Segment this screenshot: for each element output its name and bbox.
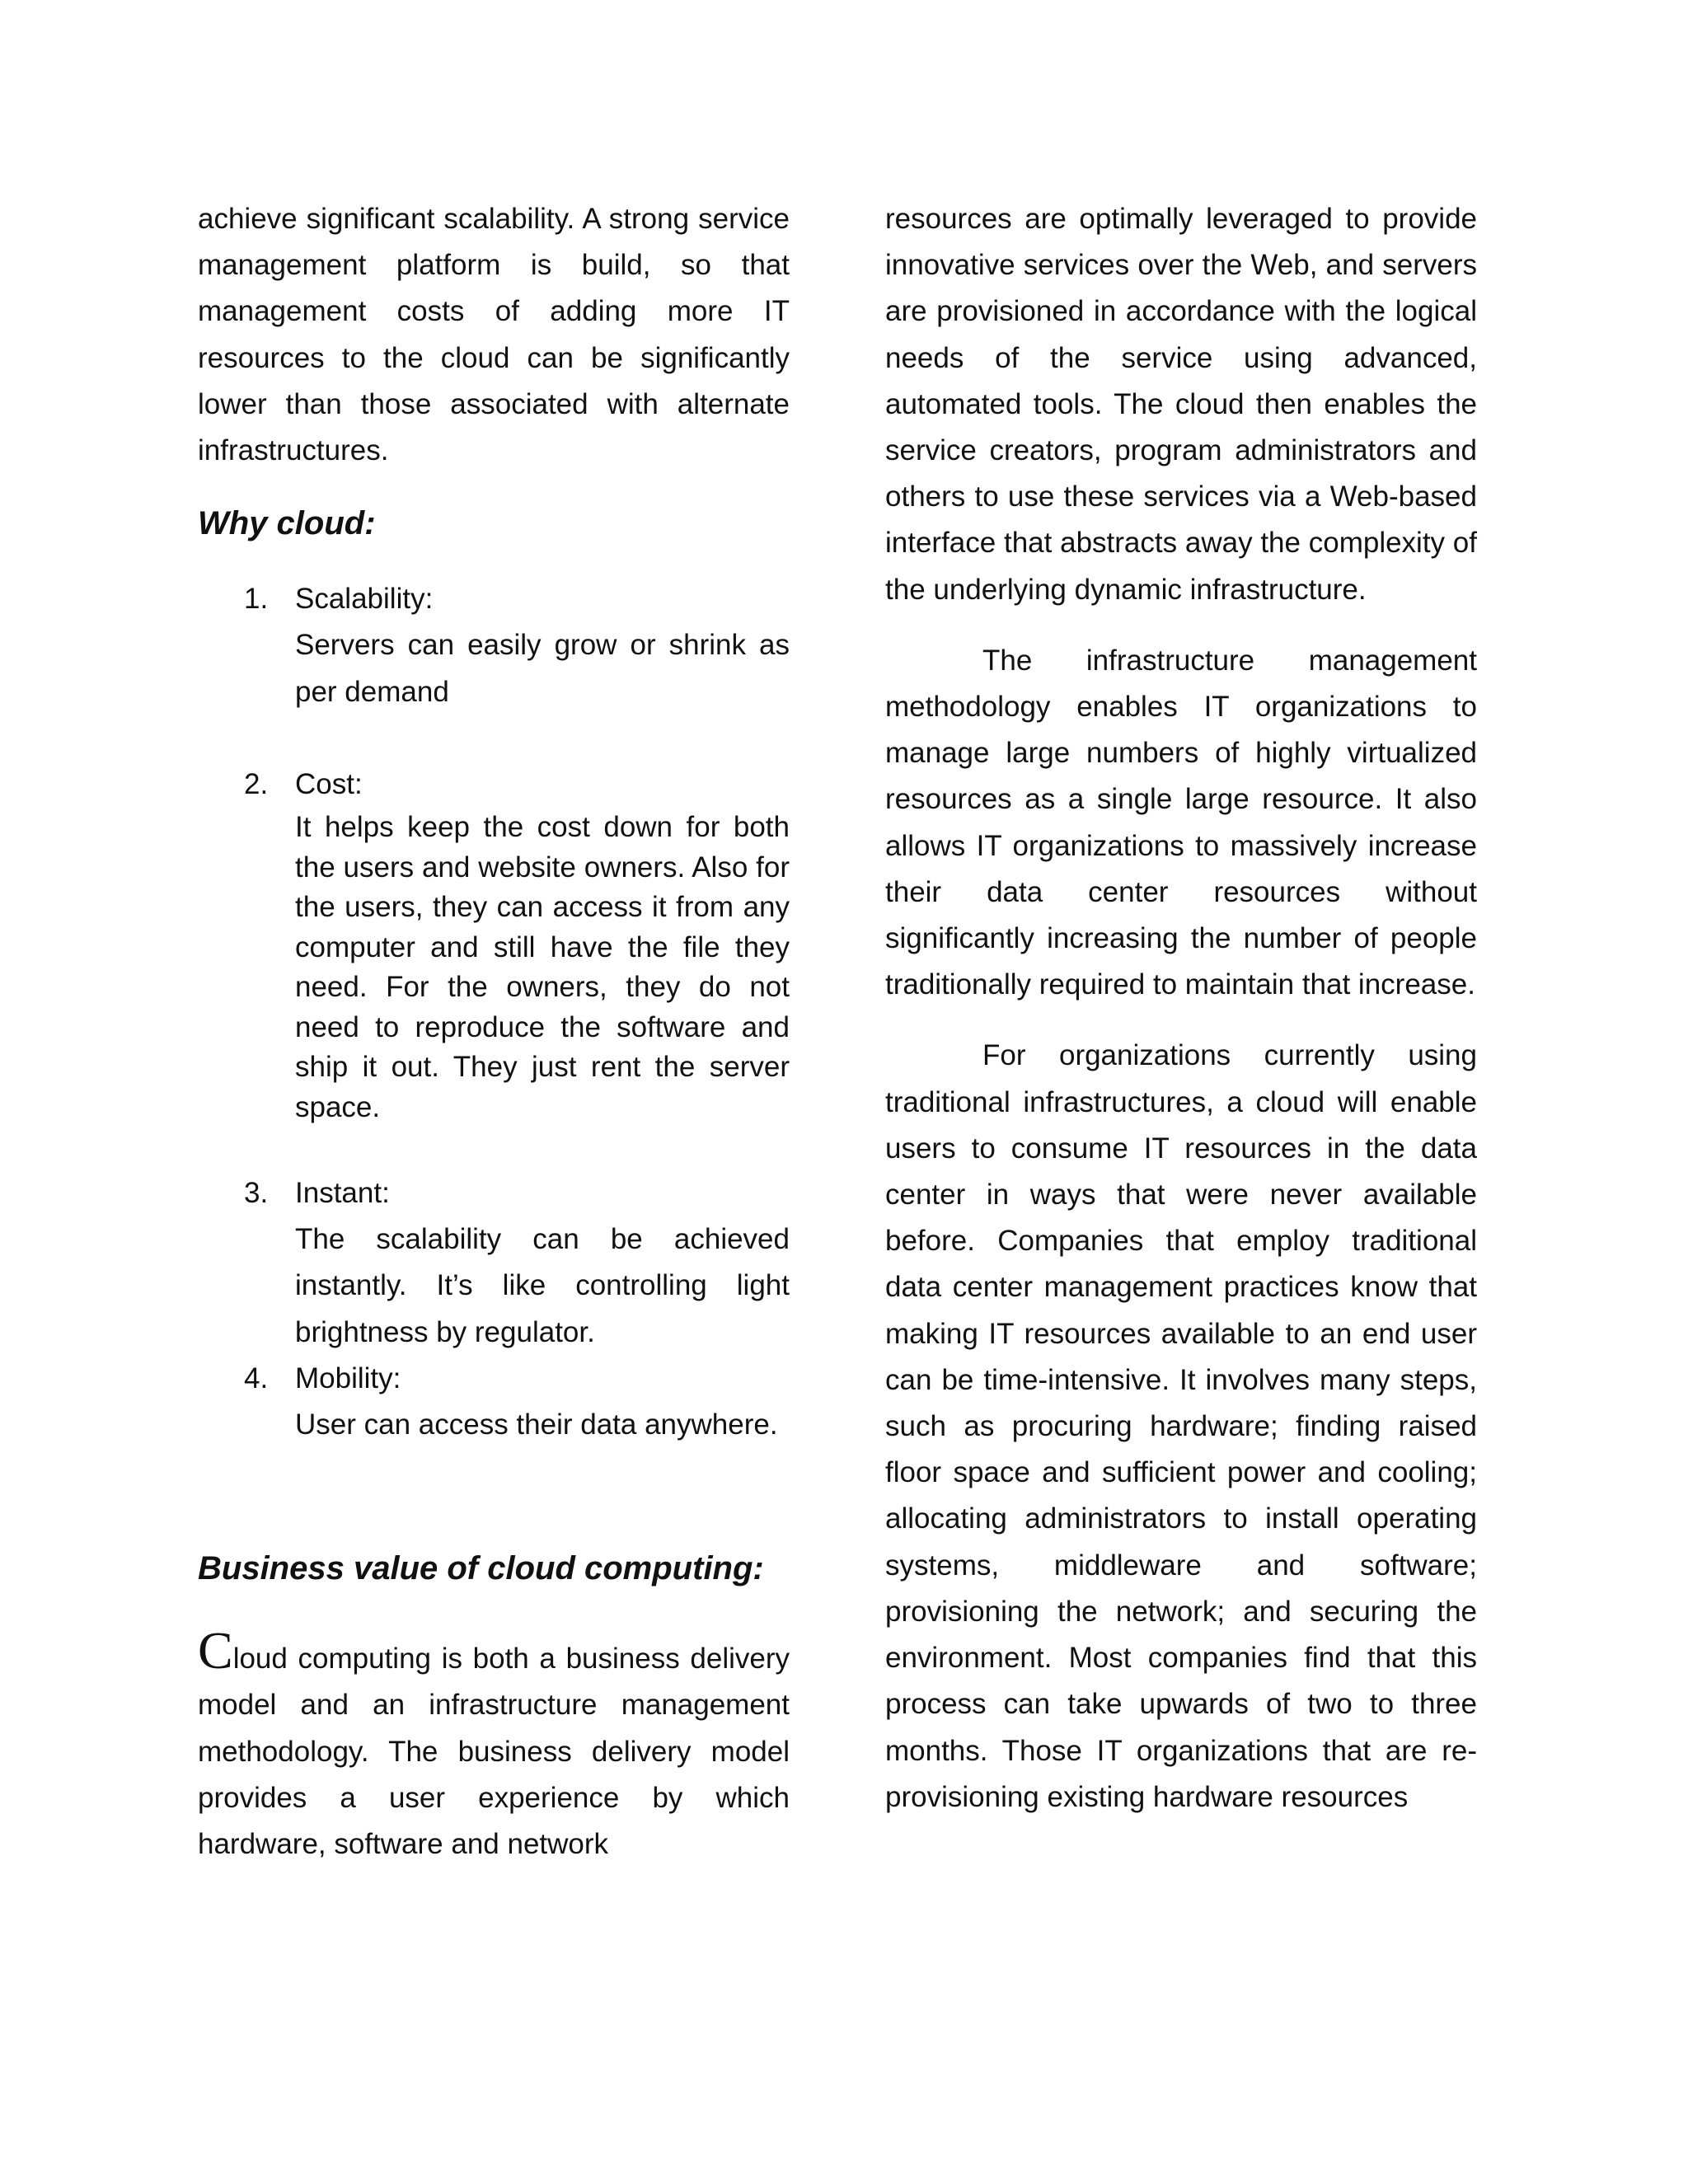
why-cloud-list bbox=[198, 576, 790, 1448]
list-item-body: The scalability can be achieved instantly. It’s like controlling light brightness by regulator. bbox=[295, 1223, 790, 1348]
business-paragraph-text: loud computing is both a business delivery model and an infrastructure management methodology. The business delivery model provides a user experience by which hardware, software and network bbox=[198, 1643, 790, 1861]
right-column bbox=[885, 196, 1477, 1821]
list-item-label: Cost: bbox=[295, 767, 363, 800]
right-paragraph-1: resources are optimally leveraged to provide innovative services over the Web, and servers are provisioned in accordance with the logical needs of the service using advanced, automated tools. The cloud then enables the service creators, program administrators and others to use these services via a Web-based interface that abstracts away the complexity of the underlying dynamic infrastructure. bbox=[885, 203, 1477, 606]
list-item-number: 2. bbox=[244, 767, 269, 800]
right-paragraph-3: For organizations currently using traditional infrastructures, a cloud will enable users to consume IT resources in the data center in ways that were never available before. Companies that employ traditional data center management practices know that making IT resources available to an end user can be time-intensive. It involves many steps, such as procuring hardware; finding raised floor space and sufficient power and cooling; allocating administrators to install operating systems, middleware and software; provisioning the network; and securing the environment. Most companies find that this process can take upwards of two to three months. Those IT organizations that are re-provisioning existing hardware resources bbox=[885, 1039, 1477, 1813]
list-item-number: 1. bbox=[244, 583, 269, 616]
list-item-number: 3. bbox=[244, 1177, 269, 1210]
list-item-body: It helps keep the cost down for both the users and website owners. Also for the users, they can access it from any computer and still have the file they need. For the owners, they do not need to reproduce the software and ship it out. They just rent the server space. bbox=[295, 811, 790, 1123]
business-value-heading: Business value of cloud computing: bbox=[198, 1550, 764, 1587]
right-paragraph-2: The infrastructure management methodology enables IT organizations to manage large numbers of highly virtualized resources as a single large resource. It also allows IT organizations to massively increase their data center resources without significantly increasing the number of people traditionally required to maintain that increase. bbox=[885, 644, 1477, 1001]
business-paragraph bbox=[198, 1621, 790, 1868]
drop-cap-letter: C bbox=[198, 1621, 233, 1680]
list-item bbox=[198, 576, 790, 715]
why-cloud-heading: Why cloud: bbox=[198, 505, 376, 542]
list-item bbox=[198, 1170, 790, 1356]
list-item-body: Servers can easily grow or shrink as per demand bbox=[295, 629, 790, 708]
intro-paragraph: achieve significant scalability. A strong service management platform is build, so that management costs of adding more IT resources to the cloud can be significantly lower than those associated with alternate infrastructures. bbox=[198, 203, 790, 467]
list-item bbox=[198, 762, 790, 1127]
list-item-label: Instant: bbox=[295, 1177, 390, 1210]
left-column bbox=[198, 196, 790, 1868]
list-item-label: Scalability: bbox=[295, 583, 434, 616]
list-item bbox=[198, 1356, 790, 1448]
list-item-body: User can access their data anywhere. bbox=[295, 1408, 778, 1441]
list-item-label: Mobility: bbox=[295, 1361, 401, 1394]
list-item-number: 4. bbox=[244, 1361, 269, 1394]
